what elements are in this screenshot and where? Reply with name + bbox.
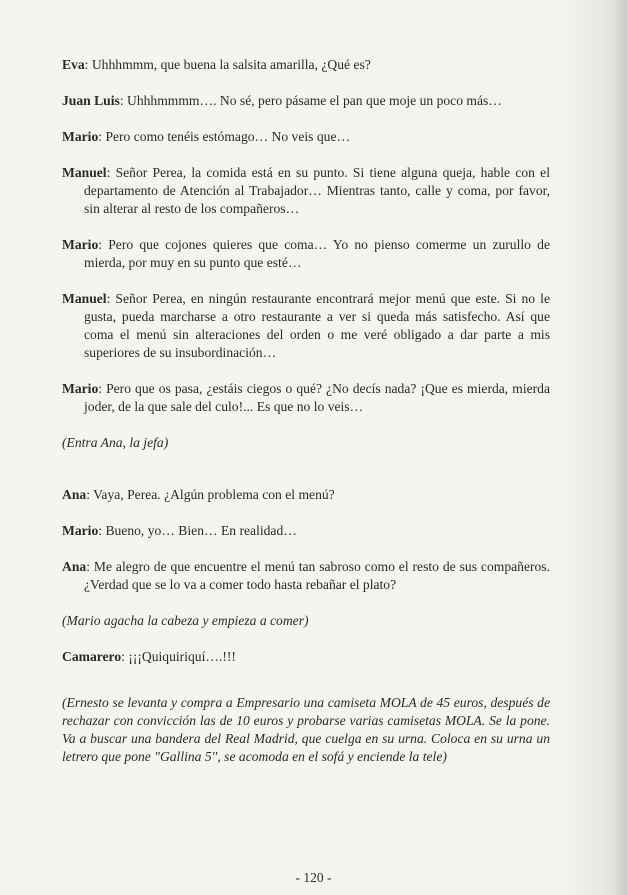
dialogue-text: Uhhhmmmm…. No sé, pero pásame el pan que moje un poco más… <box>127 93 502 108</box>
dialogue-text: Me alegro de que encuentre el menú tan sabroso como el resto de sus compañeros. ¿Verdad que se lo va a comer todo hasta rebañar el plato? <box>84 559 550 592</box>
dialogue-text: Señor Perea, la comida está en su punto. Si tiene alguna queja, hable con el departamento de Atención al Trabajador… Mientras tanto, calle y coma, por favor, sin alterar al resto de los compañeros… <box>84 165 550 216</box>
dialogue-line: Mario: Bueno, yo… Bien… En realidad… <box>62 523 297 538</box>
speaker-name: Manuel <box>62 291 107 306</box>
dialogue-text: Vaya, Perea. ¿Algún problema con el menú? <box>93 487 335 502</box>
dialogue-line: Mario: Pero que os pasa, ¿estáis ciegos o qué? ¿No decís nada? ¡Que es mierda, mierda joder, de la que sale del culo!... Es que no lo veis… <box>62 381 550 414</box>
speaker-name: Camarero <box>62 649 122 664</box>
speaker-name: Ana <box>62 559 87 574</box>
dialogue-line: Mario: Pero que cojones quieres que coma… Yo no pienso comerme un zurullo de mierda, por muy en su punto que esté… <box>62 237 550 270</box>
stage-direction: (Entra Ana, la jefa) <box>62 435 169 450</box>
speaker-name: Ana <box>62 487 87 502</box>
speaker-name: Juan Luis <box>62 93 120 108</box>
dialogue-line: Manuel: Señor Perea, la comida está en su punto. Si tiene alguna queja, hable con el departamento de Atención al Trabajador… Mientras tanto, calle y coma, por favor, sin alterar al resto de los compañeros… <box>62 165 550 216</box>
dialogue-text: Bueno, yo… Bien… En realidad… <box>105 523 297 538</box>
dialogue-text: Pero que cojones quieres que coma… Yo no pienso comerme un zurullo de mierda, por muy en su punto que esté… <box>84 237 550 270</box>
speaker-name: Eva <box>62 57 85 72</box>
dialogue-line: Mario: Pero como tenéis estómago… No veis que… <box>62 129 351 144</box>
dialogue-line: Camarero: ¡¡¡Quiquiriquí….!!! <box>62 649 236 664</box>
dialogue-text: Señor Perea, en ningún restaurante encontrará mejor menú que este. Si no le gusta, pueda marcharse a otro restaurante a ver si queda más satisfecho. Así que coma el menú sin alteraciones del orden o me veré obligado a dar parte a mis superiores de su insubordinación… <box>84 291 550 360</box>
speaker-name: Mario <box>62 129 99 144</box>
dialogue-text: Uhhhmmm, que buena la salsita amarilla, ¿Qué es? <box>91 57 371 72</box>
dialogue-line: Eva: Uhhhmmm, que buena la salsita amarilla, ¿Qué es? <box>62 57 371 72</box>
speaker-name: Mario <box>62 381 99 396</box>
dialogue-line: Ana: Me alegro de que encuentre el menú tan sabroso como el resto de sus compañeros. ¿Verdad que se lo va a comer todo hasta rebañar el plato? <box>62 559 550 592</box>
stage-direction: (Ernesto se levanta y compra a Empresario una camiseta MOLA de 45 euros, después de rechazar con convicción las de 10 euros y probarse varias camisetas MOLA. Se la pone. Va a buscar una bandera del Real Madrid, que cuelga en su urna. Coloca en su urna un letrero que pone "Gallina 5", se acomoda en el sofá y enciende la tele) <box>62 695 550 764</box>
dialogue-text: Pero como tenéis estómago… No veis que… <box>105 129 351 144</box>
stage-direction: (Mario agacha la cabeza y empieza a comer) <box>62 613 309 628</box>
dialogue-text: Pero que os pasa, ¿estáis ciegos o qué? ¿No decís nada? ¡Que es mierda, mierda joder, de la que sale del culo!... Es que no lo veis… <box>84 381 550 414</box>
dialogue-line: Manuel: Señor Perea, en ningún restaurante encontrará mejor menú que este. Si no le gusta, pueda marcharse a otro restaurante a ver si queda más satisfecho. Así que coma el menú sin alteraciones del orden o me veré obligado a dar parte a mis superiores de su insubordinación… <box>62 291 550 360</box>
dialogue-line: Juan Luis: Uhhhmmmm…. No sé, pero pásame el pan que moje un poco más… <box>62 93 502 108</box>
speaker-name: Manuel <box>62 165 107 180</box>
speaker-name: Mario <box>62 237 99 252</box>
dialogue-text: ¡¡¡Quiquiriquí….!!! <box>128 649 236 664</box>
speaker-name: Mario <box>62 523 99 538</box>
page-spine-shadow <box>613 0 627 895</box>
page-number: - 120 - <box>295 870 332 885</box>
dialogue-line: Ana: Vaya, Perea. ¿Algún problema con el menú? <box>62 487 335 502</box>
script-text <box>62 56 550 784</box>
